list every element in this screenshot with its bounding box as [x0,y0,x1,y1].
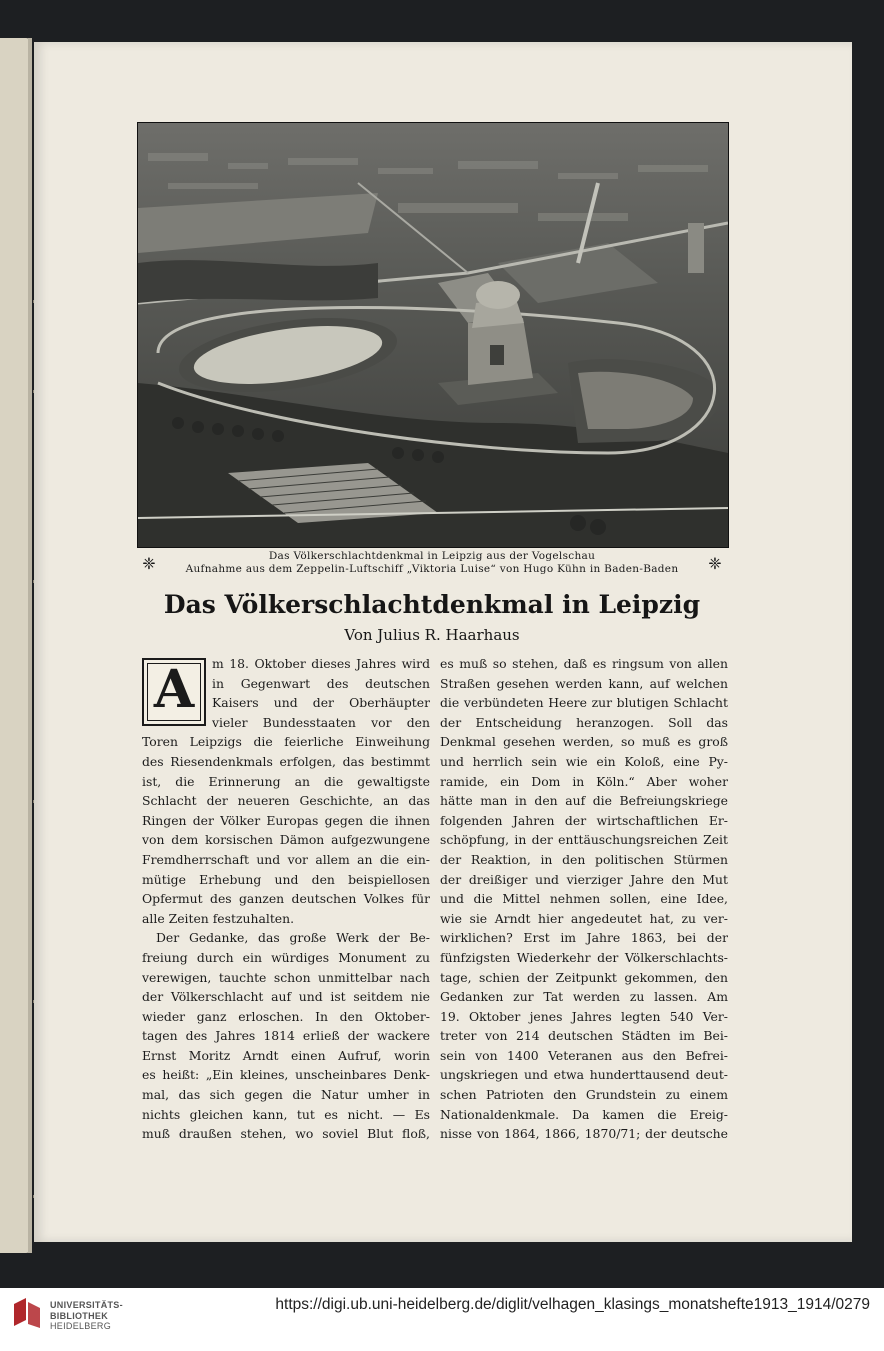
text-line: der Reaktion, in den politischen Stürmen [440,851,728,867]
text-line: Straßen gesehen werden kann, auf welchen [440,675,728,691]
text-line: der dreißiger und vierziger Jahre den Mut [440,871,728,887]
text-column-right [440,654,728,1144]
text-line: Fremdherrschaft und vor allem an die ein- [142,851,430,867]
previous-page-edge [0,38,32,1253]
text-line: schen Patrioten den Grundstein zu einem [440,1087,728,1103]
text-line: und die Mittel nehmen sollen, eine Idee, [440,891,728,907]
text-line: hätte man in den auf die Befreiungskriege [440,793,728,809]
text-line: Kaisers und der Oberhäupter [212,695,430,711]
library-logo-icon [10,1296,44,1330]
text-line: es muß so stehen, daß es ringsum von allen [440,656,728,671]
text-line: und herrlich sein wie ein Koloß, eine Py- [440,753,728,769]
text-line: muß draußen stehen, wo soviel Blut floß, [142,1126,430,1142]
text-line: verewigen, tauchte schon unmittelbar nach [142,969,430,985]
aerial-photo [137,122,729,548]
text-line: Der Gedanke, das große Werk der Be- [156,930,430,946]
aerial-photo-illustration [138,123,728,547]
photo-caption-line1: Das Völkerschlachtdenkmal in Leipzig aus der Vogelschau [268,550,596,562]
text-line: Denkmal gesehen werden, so muß es groß [440,734,728,750]
drop-cap: A [142,658,206,726]
text-line: der Völkerschlacht auf und ist seitdem nie [142,989,430,1005]
text-line: Opfermut des ganzen deutschen Volkes für [142,891,430,907]
text-line: wie sie Arndt hier angedeutet hat, zu ver- [440,910,728,926]
text-line: Toren Leipzigs die feierliche Einweihung [142,734,430,750]
text-line: von dem korsischen Dämon aufgezwungene [142,832,430,848]
text-line: vieler Bundesstaaten vor den [212,714,430,730]
book-page [34,42,852,1242]
library-logo-text: UNIVERSITÄTS- BIBLIOTHEK HEIDELBERG [50,1300,123,1331]
viewer-footer [0,1288,884,1351]
text-line: es heißt: „Ein kleines, unscheinbares Denk- [142,1067,430,1083]
text-line: m 18. Oktober dieses Jahres wird [212,656,430,671]
text-line: wieder ganz erloschen. In den Oktober- [142,1008,430,1024]
text-line: fünfzigsten Wiederkehr der Völkerschlachts- [440,949,728,965]
text-line: mütige Erhebung und den beispiellosen [142,871,430,887]
text-line: mal, das sich gegen die Natur umher in [142,1087,430,1103]
text-line: folgenden Jahren der wirtschaftlichen Er- [440,812,728,828]
text-line: ist, die Erinnerung an die gewaltigste [142,773,430,789]
caption-ornament-icon: ❈ [142,554,156,573]
text-line: nisse von 1864, 1866, 1870/71; der deutsche [440,1126,728,1142]
source-url-link[interactable]: https://digi.ub.uni-heidelberg.de/diglit/velhagen_klasings_monatshefte1913_1914/0279 [275,1296,870,1313]
text-line: freiung durch ein würdiges Monument zu [142,949,430,965]
article-byline: Von Julius R. Haarhaus [344,626,520,644]
text-line: nichts gleichen kann, tut es nicht. — Es [142,1106,430,1122]
text-line: in Gegenwart des deutschen [212,675,430,691]
article-title: Das Völkerschlachtdenkmal in Leipzig [163,590,701,619]
text-line: wirklichen? Erst im Jahre 1863, bei der [440,930,728,946]
text-line: Ernst Moritz Arndt einen Aufruf, worin [142,1047,430,1063]
text-line: treter von 214 deutschen Städten im Bei- [440,1028,728,1044]
text-line: der Entscheidung heranzogen. Soll das [440,714,728,730]
text-line: ungskriegen und etwa hunderttausend deut- [440,1067,728,1083]
text-line: ramide, ein Dom in Köln.“ Aber woher [440,773,728,789]
text-line: alle Zeiten festzuhalten. [142,910,295,926]
text-line: 19. Oktober jenes Jahres legten 540 Ver- [440,1008,728,1024]
text-line: tage, schien der Zeitpunkt gekommen, den [440,969,728,985]
text-line: Nationaldenkmale. Da kamen die Ereig- [440,1106,728,1122]
text-column-left [142,654,430,1144]
text-line: die verbündeten Heere zur blutigen Schlacht [440,695,728,711]
text-line: sein von 1400 Veteranen aus den Befrei- [440,1047,728,1063]
caption-ornament-icon: ❈ [708,554,722,573]
text-line: des Riesendenkmals erfolgen, das bestimmt [142,753,430,769]
text-line: Gedanken zur Tat werden zu lassen. Am [440,989,728,1005]
text-line: Schlacht der neueren Geschichte, an das [142,793,430,809]
text-line: schöpfung, in der enttäuschungsreichen Zeit [440,832,728,848]
text-line: tagen des Jahres 1814 erließ der wackere [142,1028,430,1044]
text-line: Ringen der Völker Europas gegen die ihnen [142,812,430,828]
photo-caption-line2: Aufnahme aus dem Zeppelin-Luftschiff „Viktoria Luise“ von Hugo Kühn in Baden-Baden [185,563,679,575]
